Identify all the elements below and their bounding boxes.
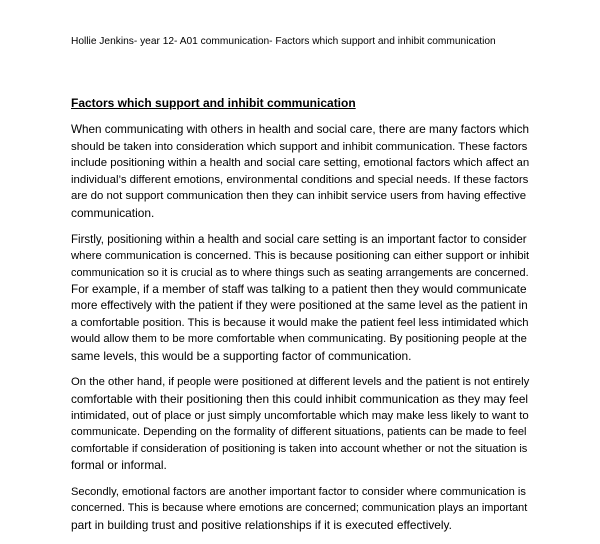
paragraph-positioning — [71, 232, 529, 365]
paragraph-intro — [71, 122, 529, 222]
paragraph-emotional-factors — [71, 484, 529, 534]
paragraph-line: would allow them to be more comfortable when communicating. By positioning people at the — [71, 333, 527, 346]
paragraph-line: concerned. This is because where emotions are concerned; communication plays an important — [71, 502, 528, 515]
paragraph-line: a comfortable position. This is because it would make the patient feel less intimidated which — [71, 316, 529, 329]
section-title: Factors which support and inhibit communication — [71, 96, 356, 110]
paragraph-line: same levels, this would be a supporting factor of communication. — [71, 348, 412, 363]
paragraph-line: When communicating with others in health and social care, there are many factors which — [71, 123, 529, 136]
paragraph-line: are do not support communication then they can inhibit service users from having effective — [71, 190, 527, 203]
paragraph-line: communication so it is crucial as to where things such as seating arrangements are concerned. — [71, 266, 529, 279]
document-header: Hollie Jenkins- year 12- A01 communication- Factors which support and inhibit communication — [71, 36, 496, 47]
document-body — [71, 95, 529, 544]
paragraph-line: include positioning within a health and social care setting, emotional factors which affect an — [71, 157, 530, 170]
paragraph-line: On the other hand, if people were positioned at different levels and the patient is not entirely — [71, 376, 530, 389]
paragraph-line: where communication is concerned. This is because positioning can either support or inhibit — [71, 250, 530, 263]
paragraph-line: formal or informal. — [71, 458, 167, 473]
paragraph-line: part in building trust and positive relationships if it is executed effectively. — [71, 518, 452, 533]
paragraph-line: communicate. Depending on the formality of different situations, patients can be made to feel — [71, 426, 527, 439]
paragraph-different-levels — [71, 374, 529, 474]
paragraph-line: more effectively with the patient if they were positioned at the same level as the patient in — [71, 298, 528, 312]
paragraph-line: individual’s different emotions, environmental conditions and special needs. If these factors — [71, 173, 529, 186]
paragraph-line: should be taken into consideration which support and inhibit communication. These factors — [71, 140, 528, 153]
paragraph-line: communication. — [71, 205, 155, 220]
paragraph-line: comfortable if consideration of positioning is taken into account whether or not the situation is — [71, 442, 528, 455]
paragraph-line: Firstly, positioning within a health and social care setting is an important factor to consider — [71, 233, 527, 246]
paragraph-line: For example, if a member of staff was talking to a patient then they would communicate — [71, 282, 527, 297]
paragraph-line: comfortable with their positioning then this could inhibit communication as they may feel — [71, 391, 529, 406]
paragraph-line: intimidated, out of place or just simply uncomfortable which may make less likely to want to — [71, 409, 529, 422]
paragraph-line: Secondly, emotional factors are another important factor to consider where communication is — [71, 485, 526, 498]
